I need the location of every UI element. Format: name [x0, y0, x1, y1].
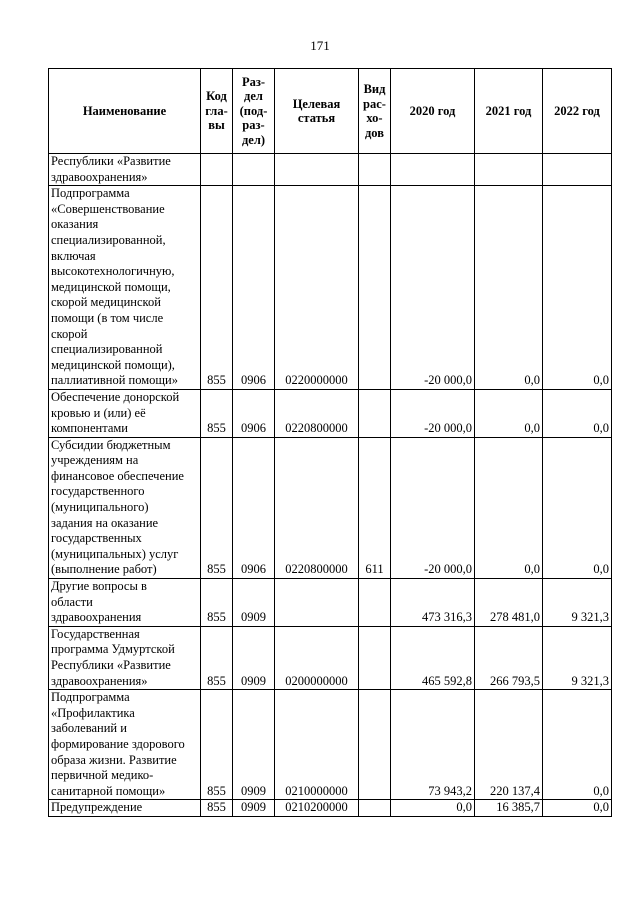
- cell-name: Другие вопросы в области здравоохранения: [49, 579, 201, 627]
- cell-2020: 465 592,8: [391, 626, 475, 689]
- cell-vid: [359, 690, 391, 800]
- cell-statya: 0210000000: [275, 690, 359, 800]
- cell-glava: 855: [201, 437, 233, 578]
- cell-2020: -20 000,0: [391, 437, 475, 578]
- cell-razdel: 0906: [233, 437, 275, 578]
- cell-name: Предупреждение: [49, 800, 201, 817]
- cell-name: Обеспечение донорской кровью и (или) её компонентами: [49, 389, 201, 437]
- table-row: [49, 579, 612, 627]
- table-row: [49, 800, 612, 817]
- cell-2022: 9 321,3: [543, 626, 612, 689]
- cell-glava: 855: [201, 800, 233, 817]
- cell-razdel: 0909: [233, 579, 275, 627]
- cell-razdel: 0906: [233, 186, 275, 390]
- cell-2022: 9 321,3: [543, 579, 612, 627]
- header-statya: Целевая статья: [275, 69, 359, 154]
- cell-2021: 16 385,7: [475, 800, 543, 817]
- cell-2020: -20 000,0: [391, 389, 475, 437]
- cell-2021: 220 137,4: [475, 690, 543, 800]
- cell-2022: 0,0: [543, 690, 612, 800]
- cell-vid: [359, 800, 391, 817]
- page-number: 171: [310, 38, 330, 53]
- header-glava: Код гла- вы: [201, 69, 233, 154]
- header-2021: 2021 год: [475, 69, 543, 154]
- cell-2021: 0,0: [475, 437, 543, 578]
- cell-razdel: 0906: [233, 389, 275, 437]
- header-2022: 2022 год: [543, 69, 612, 154]
- cell-glava: [201, 154, 233, 186]
- cell-razdel: 0909: [233, 800, 275, 817]
- cell-vid: [359, 579, 391, 627]
- cell-glava: 855: [201, 626, 233, 689]
- cell-vid: [359, 626, 391, 689]
- table-row: [49, 437, 612, 578]
- table-body: [49, 154, 612, 817]
- table-row: [49, 154, 612, 186]
- cell-name: Субсидии бюджетным учреждениям на финансовое обеспечение государственного (муниципального) задания на оказание государственных (муниципальных) услуг (выполнение работ): [49, 437, 201, 578]
- cell-2022: 0,0: [543, 389, 612, 437]
- cell-statya: [275, 154, 359, 186]
- cell-vid: [359, 154, 391, 186]
- cell-name: Подпрограмма «Профилактика заболеваний и формирование здорового образа жизни. Развитие первичной медико- санитарной помощи»: [49, 690, 201, 800]
- cell-2022: 0,0: [543, 186, 612, 390]
- cell-2021: 266 793,5: [475, 626, 543, 689]
- cell-glava: 855: [201, 389, 233, 437]
- cell-glava: 855: [201, 579, 233, 627]
- table-row: [49, 626, 612, 689]
- cell-statya: 0210200000: [275, 800, 359, 817]
- cell-razdel: [233, 154, 275, 186]
- cell-razdel: 0909: [233, 690, 275, 800]
- header-2020: 2020 год: [391, 69, 475, 154]
- header-name: Наименование: [49, 69, 201, 154]
- cell-vid: [359, 389, 391, 437]
- budget-table: [48, 68, 612, 817]
- cell-2020: 473 316,3: [391, 579, 475, 627]
- cell-2022: 0,0: [543, 437, 612, 578]
- cell-2020: 0,0: [391, 800, 475, 817]
- cell-name: Подпрограмма «Совершенствование оказания специализированной, включая высокотехнологичную, медицинской помощи, скорой медицинской помощи (в том числе скорой специализированной медицинской помощи), паллиативной помощи»: [49, 186, 201, 390]
- cell-2021: 278 481,0: [475, 579, 543, 627]
- cell-statya: 0220800000: [275, 389, 359, 437]
- cell-2020: -20 000,0: [391, 186, 475, 390]
- table-row: [49, 186, 612, 390]
- cell-name: Республики «Развитие здравоохранения»: [49, 154, 201, 186]
- cell-2020: [391, 154, 475, 186]
- cell-2021: [475, 154, 543, 186]
- table-header-row: [49, 69, 612, 154]
- cell-2021: 0,0: [475, 186, 543, 390]
- header-razdel: Раз- дел (под- раз- дел): [233, 69, 275, 154]
- cell-vid: [359, 186, 391, 390]
- table-row: [49, 690, 612, 800]
- cell-2022: 0,0: [543, 800, 612, 817]
- cell-statya: 0220800000: [275, 437, 359, 578]
- cell-statya: 0200000000: [275, 626, 359, 689]
- cell-statya: [275, 579, 359, 627]
- header-vid: Вид рас- хо- дов: [359, 69, 391, 154]
- cell-razdel: 0909: [233, 626, 275, 689]
- cell-glava: 855: [201, 186, 233, 390]
- cell-statya: 0220000000: [275, 186, 359, 390]
- cell-2021: 0,0: [475, 389, 543, 437]
- cell-2020: 73 943,2: [391, 690, 475, 800]
- cell-vid: 611: [359, 437, 391, 578]
- cell-name: Государственная программа Удмуртской Республики «Развитие здравоохранения»: [49, 626, 201, 689]
- cell-2022: [543, 154, 612, 186]
- table-row: [49, 389, 612, 437]
- cell-glava: 855: [201, 690, 233, 800]
